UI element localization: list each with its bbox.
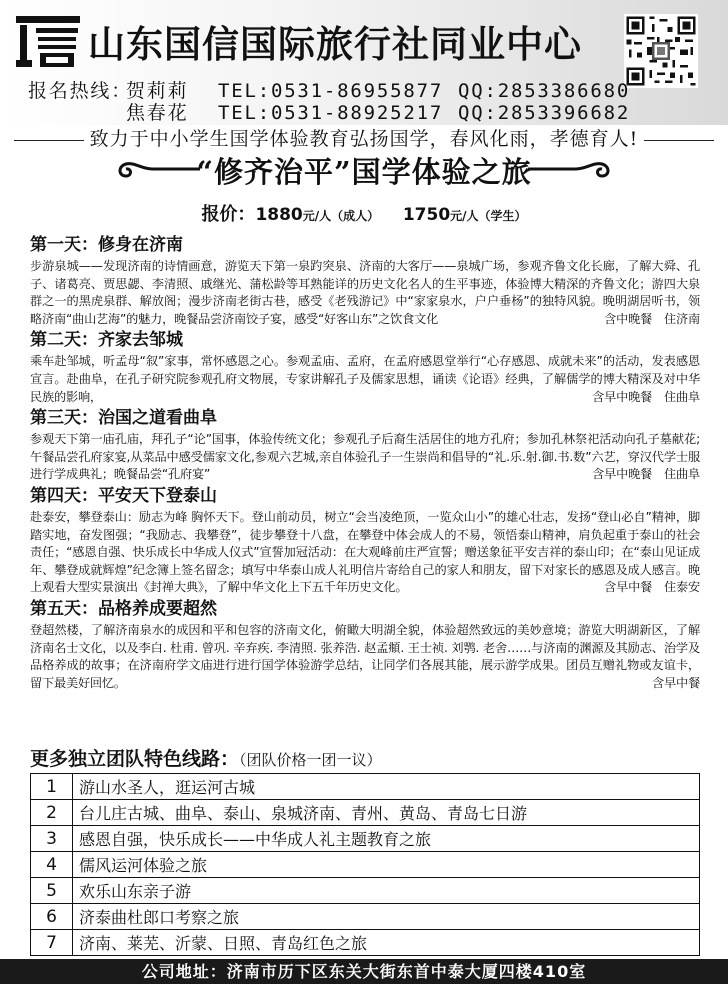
contact-row-2 bbox=[28, 98, 630, 125]
route-name: 济南、莱芜、沂蒙、日照、青岛红色之旅 bbox=[73, 930, 700, 956]
contact-name: 焦春花 bbox=[126, 102, 189, 124]
student-price: 1750 bbox=[402, 205, 451, 225]
route-number: 4 bbox=[31, 852, 73, 878]
qr-code bbox=[624, 14, 698, 88]
day-meals-lodging: 含早中晚餐 住曲阜 bbox=[592, 389, 700, 404]
itinerary bbox=[30, 233, 700, 692]
day-description bbox=[30, 509, 700, 597]
slogan-divider-left bbox=[14, 140, 84, 141]
day-meals-lodging: 含中晚餐 住济南 bbox=[604, 311, 700, 326]
day-meals-lodging: 含早中餐 住泰安 bbox=[604, 580, 700, 595]
more-routes-title: 更多独立团队特色线路： bbox=[30, 748, 240, 770]
route-name: 游山水圣人，逛运河古城 bbox=[73, 774, 700, 800]
adult-price-unit: 元/人（成人） bbox=[302, 209, 380, 223]
price-line bbox=[0, 200, 728, 226]
table-row bbox=[31, 878, 700, 904]
table-row bbox=[31, 800, 700, 826]
route-number: 2 bbox=[31, 800, 73, 826]
day-title: 第四天：平安天下登泰山 bbox=[30, 485, 217, 506]
more-routes-heading bbox=[30, 744, 382, 771]
day-description bbox=[30, 258, 700, 328]
day-title: 第一天：修身在济南 bbox=[30, 235, 183, 255]
slogan-divider-right bbox=[644, 140, 714, 141]
routes-table bbox=[30, 773, 700, 956]
trip-title: “修齐治平”国学体验之旅 bbox=[196, 155, 532, 189]
header bbox=[0, 0, 728, 125]
day-text: 参观天下第一庙孔庙，拜孔子“论”国事，体验传统文化；参观孔子后裔生活居住的地方孔府；参加孔林祭祀活动向孔子墓献花;午餐品尝孔府家宴,从菜品中感受儒家文化,参观六艺城,亲自体验孔子一生崇尚和倡导的“礼.乐.射.御.书.数”六艺，穿汉代学士服进行学成典礼；晚餐品尝“孔府宴” bbox=[30, 432, 700, 482]
day-description bbox=[30, 622, 700, 692]
route-name: 感恩自强，快乐成长——中华成人礼主题教育之旅 bbox=[73, 826, 700, 852]
price-label: 报价： bbox=[201, 204, 256, 225]
table-row bbox=[31, 826, 700, 852]
student-price-unit: 元/人（学生） bbox=[450, 209, 527, 223]
route-name: 欢乐山东亲子游 bbox=[73, 878, 700, 904]
more-routes-note: （团队价格一团一议） bbox=[239, 751, 382, 769]
route-number: 3 bbox=[31, 826, 73, 852]
route-number: 5 bbox=[31, 878, 73, 904]
table-row bbox=[31, 774, 700, 800]
contact-label: 报名热线： bbox=[28, 80, 133, 102]
day-1 bbox=[30, 233, 700, 328]
company-name: 山东国信国际旅行社同业中心 bbox=[88, 23, 582, 66]
company-logo bbox=[14, 12, 82, 70]
contact-qq: QQ:2853386680 bbox=[458, 80, 631, 102]
day-meals-lodging: 含早中晚餐 住曲阜 bbox=[592, 467, 700, 482]
footer-address-bar bbox=[0, 959, 728, 984]
route-name: 儒风运河体验之旅 bbox=[73, 852, 700, 878]
day-3 bbox=[30, 406, 700, 484]
footer-label: 公司地址： bbox=[141, 962, 227, 981]
day-text: 赴泰安，攀登泰山：励志为峰 胸怀天下。登山前动员，树立“会当凌绝顶，一览众山小”的雄心壮志，发扬“登山必自”精神，脚踏实地，奋发图强；“我励志、我攀登”，徒步攀登十八盘，在攀登中体会成人的不易，领悟泰山精神，肩负起重于泰山的社会责任；“感恩自强、快乐成长中华成人仪式”宣誓加冠活动：在大观峰前庄严宣誓；赠送象征平安吉祥的泰山印；在“泰山见证成年、攀登成就辉煌”纪念簿上签名留念；填写中华泰山成人礼明信片寄给自己的家人和朋友，留下对家长的感恩及成人感言。晚上观看大型实景演出《封禅大典》，了解中华文化上下五千年历史文化。 bbox=[30, 509, 700, 595]
contact-tel: TEL:0531-88925217 bbox=[218, 102, 444, 124]
day-meals-lodging: 含早中餐 bbox=[652, 675, 700, 690]
route-name: 台儿庄古城、曲阜、泰山、泉城济南、青州、黄岛、青岛七日游 bbox=[73, 800, 700, 826]
table-row bbox=[31, 904, 700, 930]
route-name: 济泰曲杜郎口考察之旅 bbox=[73, 904, 700, 930]
day-4 bbox=[30, 484, 700, 597]
day-2 bbox=[30, 328, 700, 406]
day-text: 乘车赴邹城，听孟母“叙”家事，常怀感恩之心。参观孟庙、孟府，在孟府感恩堂举行“心存感恩、成就未来”的活动，发表感恩宣言。赴曲阜，在孔子研究院参观孔府文物展，专家讲解孔子及儒家思想，诵读《论语》经典，了解儒学的博大精深及对中华民族的影响， bbox=[30, 354, 700, 404]
trip-title-block bbox=[0, 150, 728, 190]
route-number: 1 bbox=[31, 774, 73, 800]
table-row bbox=[31, 852, 700, 878]
contact-qq: QQ:2853396682 bbox=[458, 102, 631, 124]
slogan-text: 致力于中小学生国学体验教育弘扬国学，春风化雨，孝德育人! bbox=[89, 128, 639, 150]
swirl-ornament-right-icon bbox=[526, 154, 616, 184]
contact-tel: TEL:0531-86955877 bbox=[218, 80, 444, 102]
day-title: 第三天：治国之道看曲阜 bbox=[30, 408, 217, 429]
day-5 bbox=[30, 597, 700, 692]
swirl-ornament-left-icon bbox=[112, 154, 202, 184]
day-text: 登超然楼，了解济南泉水的成因和平和包容的济南文化，俯瞰大明湖全貌，体验超然致远的美妙意境；游览大明湖新区，了解济南名士文化，以及李白. 杜甫. 曾巩. 辛弃疾. 李清照. 张养浩. 赵孟頫. 王士祯. 刘鹗. 老舍……与济南的渊源及其励志、治学及品格养成的故事；在济南府学文庙进行进行国学体验游学总结，让同学们各展其能，展示游学成果。团员互赠礼物或友谊卡，留下最美好回忆。 bbox=[30, 622, 700, 690]
day-title: 第五天：品格养成要超然 bbox=[30, 598, 217, 619]
table-row bbox=[31, 930, 700, 956]
day-title: 第二天：齐家去邹城 bbox=[30, 330, 183, 351]
contact-name: 贺莉莉 bbox=[126, 80, 189, 102]
day-description bbox=[30, 353, 700, 406]
route-number: 6 bbox=[31, 904, 73, 930]
day-text: 步游泉城——发现济南的诗情画意，游览天下第一泉趵突泉、济南的大客厅——泉城广场，参观齐鲁文化长廊，了解大舜、孔子、诸葛亮、贾思勰、李清照、戚继光、蒲松龄等耳熟能详的历史文化名人的生平事迹，体验博大精深的齐鲁文化；游四大泉群之一的黑虎泉群、解放阁；漫步济南老街古巷，感受《老残游记》中“家家泉水，户户垂杨”的独特风貌。晚明湖居听书，领略济南“曲山艺海”的魅力，晚餐品尝济南饺子宴，感受“好客山东”之饮食文化 bbox=[30, 259, 700, 326]
footer-address: 济南市历下区东关大街东首中泰大厦四楼410室 bbox=[226, 962, 587, 981]
slogan bbox=[0, 124, 728, 151]
day-description bbox=[30, 431, 700, 484]
route-number: 7 bbox=[31, 930, 73, 956]
adult-price: 1880 bbox=[255, 205, 303, 225]
